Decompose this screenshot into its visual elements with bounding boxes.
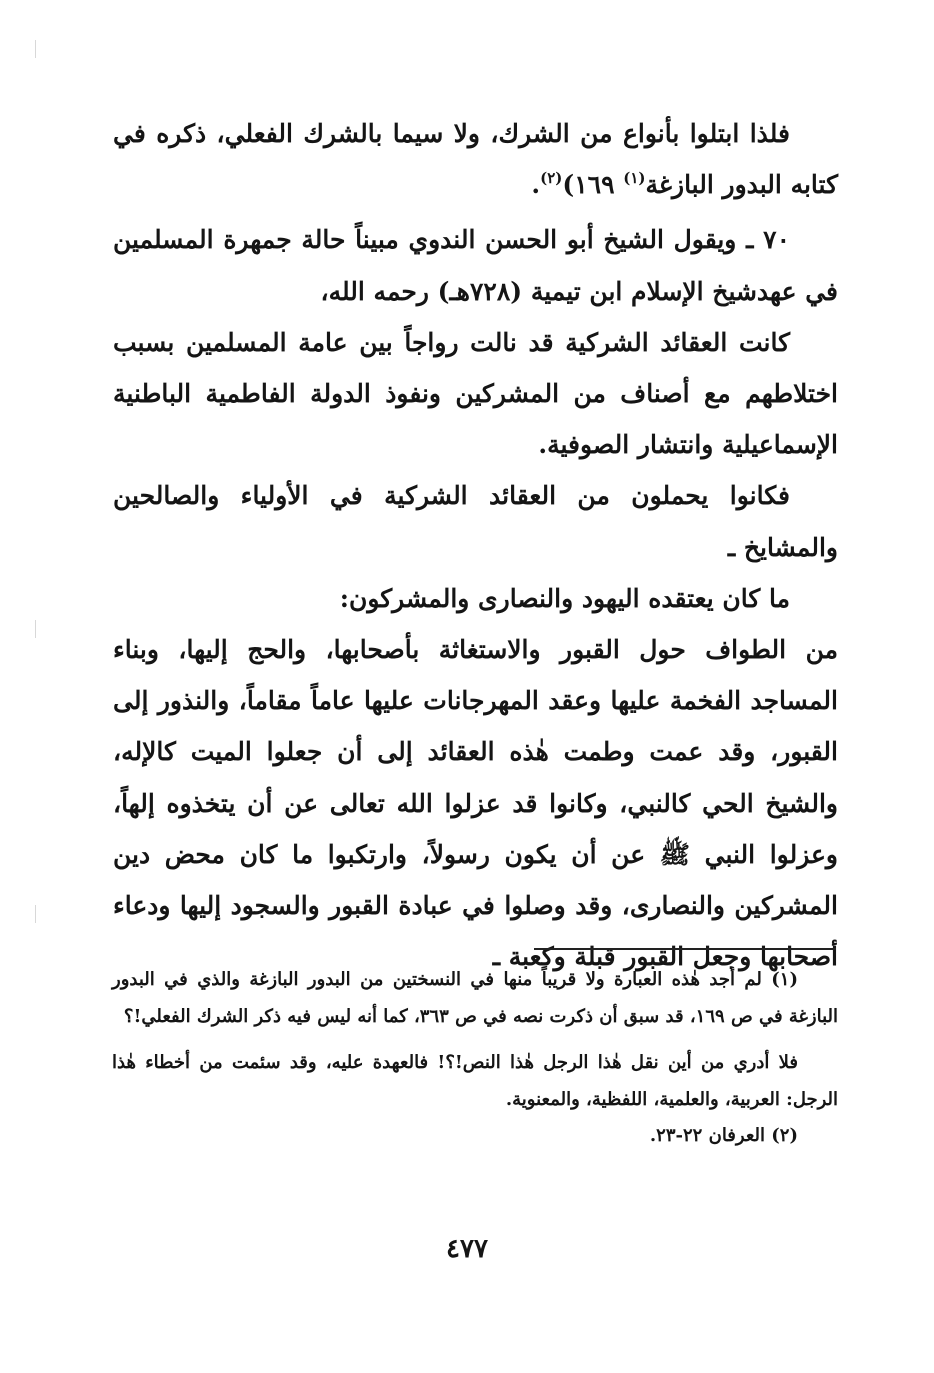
page-ref: ١٦٩): [562, 170, 624, 200]
paragraph-4: فكانوا يحملون من العقائد الشركية في الأولياء والصالحين والمشايخ ـ: [113, 481, 838, 562]
paragraph-1-text: فلذا ابتلوا بأنواع من الشرك، ولا سيما بالشرك الفعلي، ذكره في: [113, 119, 790, 148]
paragraph-2: ٧٠ ـ ويقول الشيخ أبو الحسن الندوي مبيناً حالة جمهرة المسلمين في عهدشيخ الإسلام ابن تيمية (٧٢٨هـ) رحمه الله،: [113, 225, 838, 306]
paragraph-5: ما كان يعتقده اليهود والنصارى والمشركون:: [339, 583, 790, 613]
paragraph-1: [113, 108, 838, 214]
footnote-ref-2: (٢): [540, 169, 563, 188]
footnote-1: (١) لم أجد هٰذه العبارة ولا قريباً منها في النسختين من البدور البازغة والذي في البدور البازغة في ص ١٦٩، قد سبق أن ذكرت نصه في ص ٣٦٣، كما أنه ليس فيه ذكر الشرك الفعلي!؟: [112, 969, 838, 1027]
main-text: [113, 108, 838, 982]
scan-edge-mark-bottom: [35, 905, 36, 923]
footnotes: [112, 962, 838, 1155]
footnote-ref-1: (١): [623, 169, 646, 188]
scan-edge-mark-top: [35, 40, 36, 58]
footnote-1-continuation: فلا أدري من أين نقل هٰذا الرجل هٰذا النص!؟! فالعهدة عليه، وقد سئمت من أخطاء هٰذا الرجل: العربية، والعلمية، اللفظية، والمعنوية.: [112, 1052, 838, 1110]
paragraph-6: من الطواف حول القبور والاستغاثة بأصحابها، والحج إليها، وبناء المساجد الفخمة عليها وعقد المهرجانات عليها عاماً مقاماً، والنذور إلى القبور، وقد عمت وطمت هٰذه العقائد إلى أن جعلوا الميت كالإله، والشيخ الحي كالنبي، وكانوا قد عزلوا الله تعالى عن أن يتخذوه إلهاً، وعزلوا النبي ﷺ عن أن يكون رسولاً، وارتكبوا ما كان محض دين المشركين والنصارى، وقد وصلوا في عبادة القبور والسجود إليها ودعاء أصحابها وجعل القبور قبلة وكعبة ـ: [113, 635, 838, 972]
paragraph-1-continuation: كتابه البدور البازغة: [645, 170, 838, 200]
footnote-separator: [534, 948, 836, 950]
page-number: ٤٧٧: [446, 1234, 488, 1264]
scan-edge-mark-middle: [35, 620, 36, 638]
paragraph-1-end: .: [531, 170, 541, 200]
footnote-2: (٢) العرفان ٢٢-٢٣.: [649, 1125, 798, 1146]
paragraph-3: كانت العقائد الشركية قد نالت رواجاً بين عامة المسلمين بسبب اختلاطهم مع أصناف من المشركين ونفوذ الدولة الفاطمية الباطنية الإسماعيلية وانتشار الصوفية.: [113, 327, 838, 460]
